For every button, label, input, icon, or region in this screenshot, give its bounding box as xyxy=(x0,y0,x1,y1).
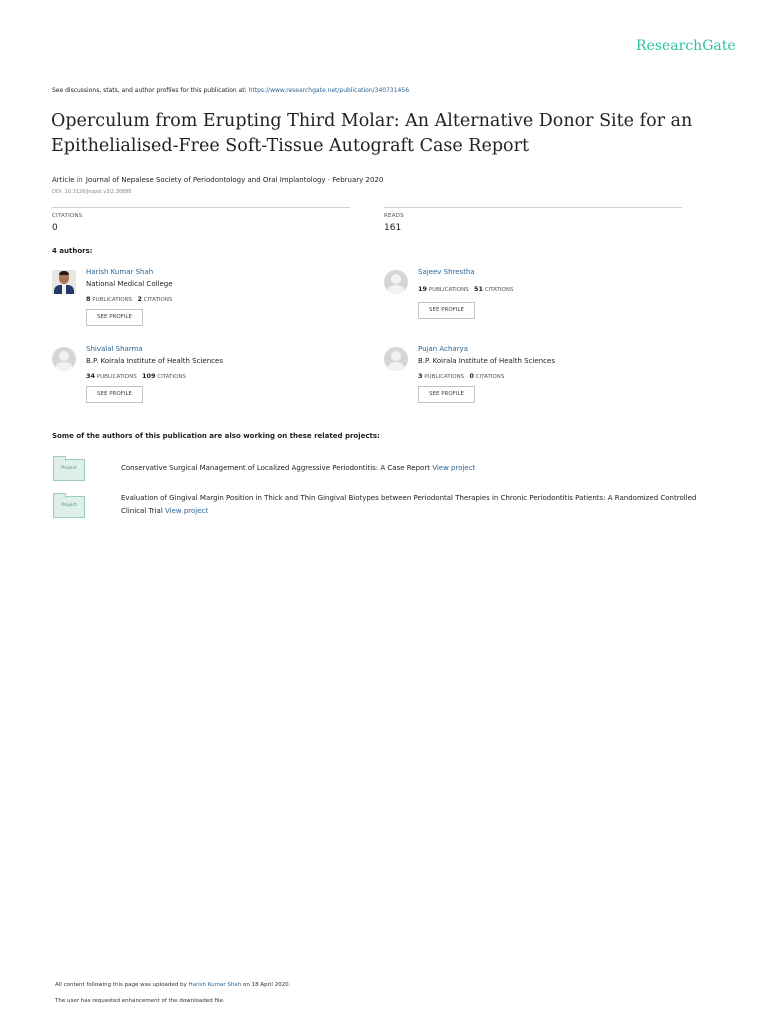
author-card xyxy=(384,270,684,340)
citations-label: CITATIONS xyxy=(157,374,186,380)
article-meta xyxy=(52,176,383,184)
avatar-placeholder-icon[interactable] xyxy=(52,347,76,371)
author-stats xyxy=(86,295,172,303)
project-folder-icon[interactable] xyxy=(53,459,85,481)
title-line-1: Operculum from Erupting Third Molar: An Alternative Donor Site for an xyxy=(51,111,693,131)
author-name[interactable]: Shivalal Sharma xyxy=(86,345,143,353)
author-photo[interactable] xyxy=(52,270,76,294)
project-icon-label: Project xyxy=(61,503,77,508)
citations-label: CITATIONS xyxy=(143,297,173,303)
project-title: Conservative Surgical Management of Localized Aggressive Periodontitis: A Case Report xyxy=(121,464,430,472)
publication-url-link[interactable]: https://www.researchgate.net/publication/340731456 xyxy=(248,87,410,94)
citations-label: CITATIONS xyxy=(475,374,505,380)
author-name[interactable]: Sajeev Shrestha xyxy=(418,268,475,276)
citations-count: 51 xyxy=(473,285,483,293)
divider-right xyxy=(384,207,682,208)
view-project-link[interactable]: View project xyxy=(165,507,209,515)
author-name[interactable]: Harish Kumar Shah xyxy=(86,268,154,276)
upload-prefix: All content following this page was uploaded by xyxy=(55,982,187,988)
project-title: Evaluation of Gingival Margin Position in Thick and Thin Gingival Biotypes between Periodontal Therapies in Chronic Periodontitis Patients: A Randomized Controlled Clinical Trial xyxy=(121,494,697,515)
related-projects-label: Some of the authors of this publication are also working on these related projects: xyxy=(52,432,380,440)
title-line-2: Epithelialised-Free Soft-Tissue Autograft Case Report xyxy=(51,136,529,156)
upload-suffix: on 18 April 2020. xyxy=(243,982,291,988)
author-stats xyxy=(418,372,504,380)
author-institution: National Medical College xyxy=(86,280,173,288)
citations-label: CITATIONS xyxy=(52,213,83,219)
author-card xyxy=(52,347,352,417)
publications-label: PUBLICATIONS xyxy=(92,297,133,303)
citations-count: 109 xyxy=(141,372,156,380)
researchgate-logo[interactable]: ResearchGate xyxy=(636,38,736,54)
publications-count: 8 xyxy=(86,295,91,303)
see-profile-button[interactable]: SEE PROFILE xyxy=(86,309,143,326)
publications-label: PUBLICATIONS xyxy=(424,374,465,380)
reads-count: 161 xyxy=(384,223,402,233)
uploader-link[interactable]: Harish Kumar Shah xyxy=(188,982,242,988)
publications-count: 19 xyxy=(418,285,428,293)
author-stats xyxy=(86,372,186,380)
publications-label: PUBLICATIONS xyxy=(96,374,137,380)
journal-name: Journal of Nepalese Society of Periodontology and Oral Implantology · February 2020 xyxy=(85,176,384,184)
author-card xyxy=(384,347,684,417)
avatar-placeholder-icon[interactable] xyxy=(384,270,408,294)
project-item xyxy=(121,462,721,475)
project-folder-icon[interactable] xyxy=(53,496,85,518)
publications-count: 3 xyxy=(418,372,423,380)
discussion-text: See discussions, stats, and author profiles for this publication at: xyxy=(52,87,247,94)
reads-label: READS xyxy=(384,213,404,219)
citations-label: CITATIONS xyxy=(484,287,514,293)
citations-count: 0 xyxy=(52,223,58,233)
avatar-placeholder-icon[interactable] xyxy=(384,347,408,371)
divider-left xyxy=(52,207,350,208)
author-card xyxy=(52,270,352,340)
authors-label: 4 authors: xyxy=(52,247,93,255)
page-title xyxy=(51,109,731,159)
project-item xyxy=(121,492,721,518)
publications-count: 34 xyxy=(86,372,96,380)
citations-count: 2 xyxy=(137,295,142,303)
citations-count: 0 xyxy=(469,372,474,380)
author-name[interactable]: Pujan Acharya xyxy=(418,345,468,353)
see-profile-button[interactable]: SEE PROFILE xyxy=(418,302,475,319)
see-profile-button[interactable]: SEE PROFILE xyxy=(418,386,475,403)
author-stats xyxy=(418,285,513,293)
project-icon-label: Project xyxy=(61,466,77,471)
author-institution: B.P. Koirala Institute of Health Sciences xyxy=(418,357,555,365)
publications-label: PUBLICATIONS xyxy=(428,287,469,293)
see-profile-button[interactable]: SEE PROFILE xyxy=(86,386,143,403)
in-label: in xyxy=(76,176,83,184)
author-institution: B.P. Koirala Institute of Health Sciences xyxy=(86,357,223,365)
view-project-link[interactable]: View project xyxy=(432,464,476,472)
article-type: Article xyxy=(52,176,75,184)
discussion-notice xyxy=(52,87,409,94)
doi-text: DOI: 10.3126/jnspoi.v3i2.30888 xyxy=(52,189,132,195)
upload-notice xyxy=(55,982,290,988)
enhancement-notice: The user has requested enhancement of the downloaded file. xyxy=(55,998,225,1004)
